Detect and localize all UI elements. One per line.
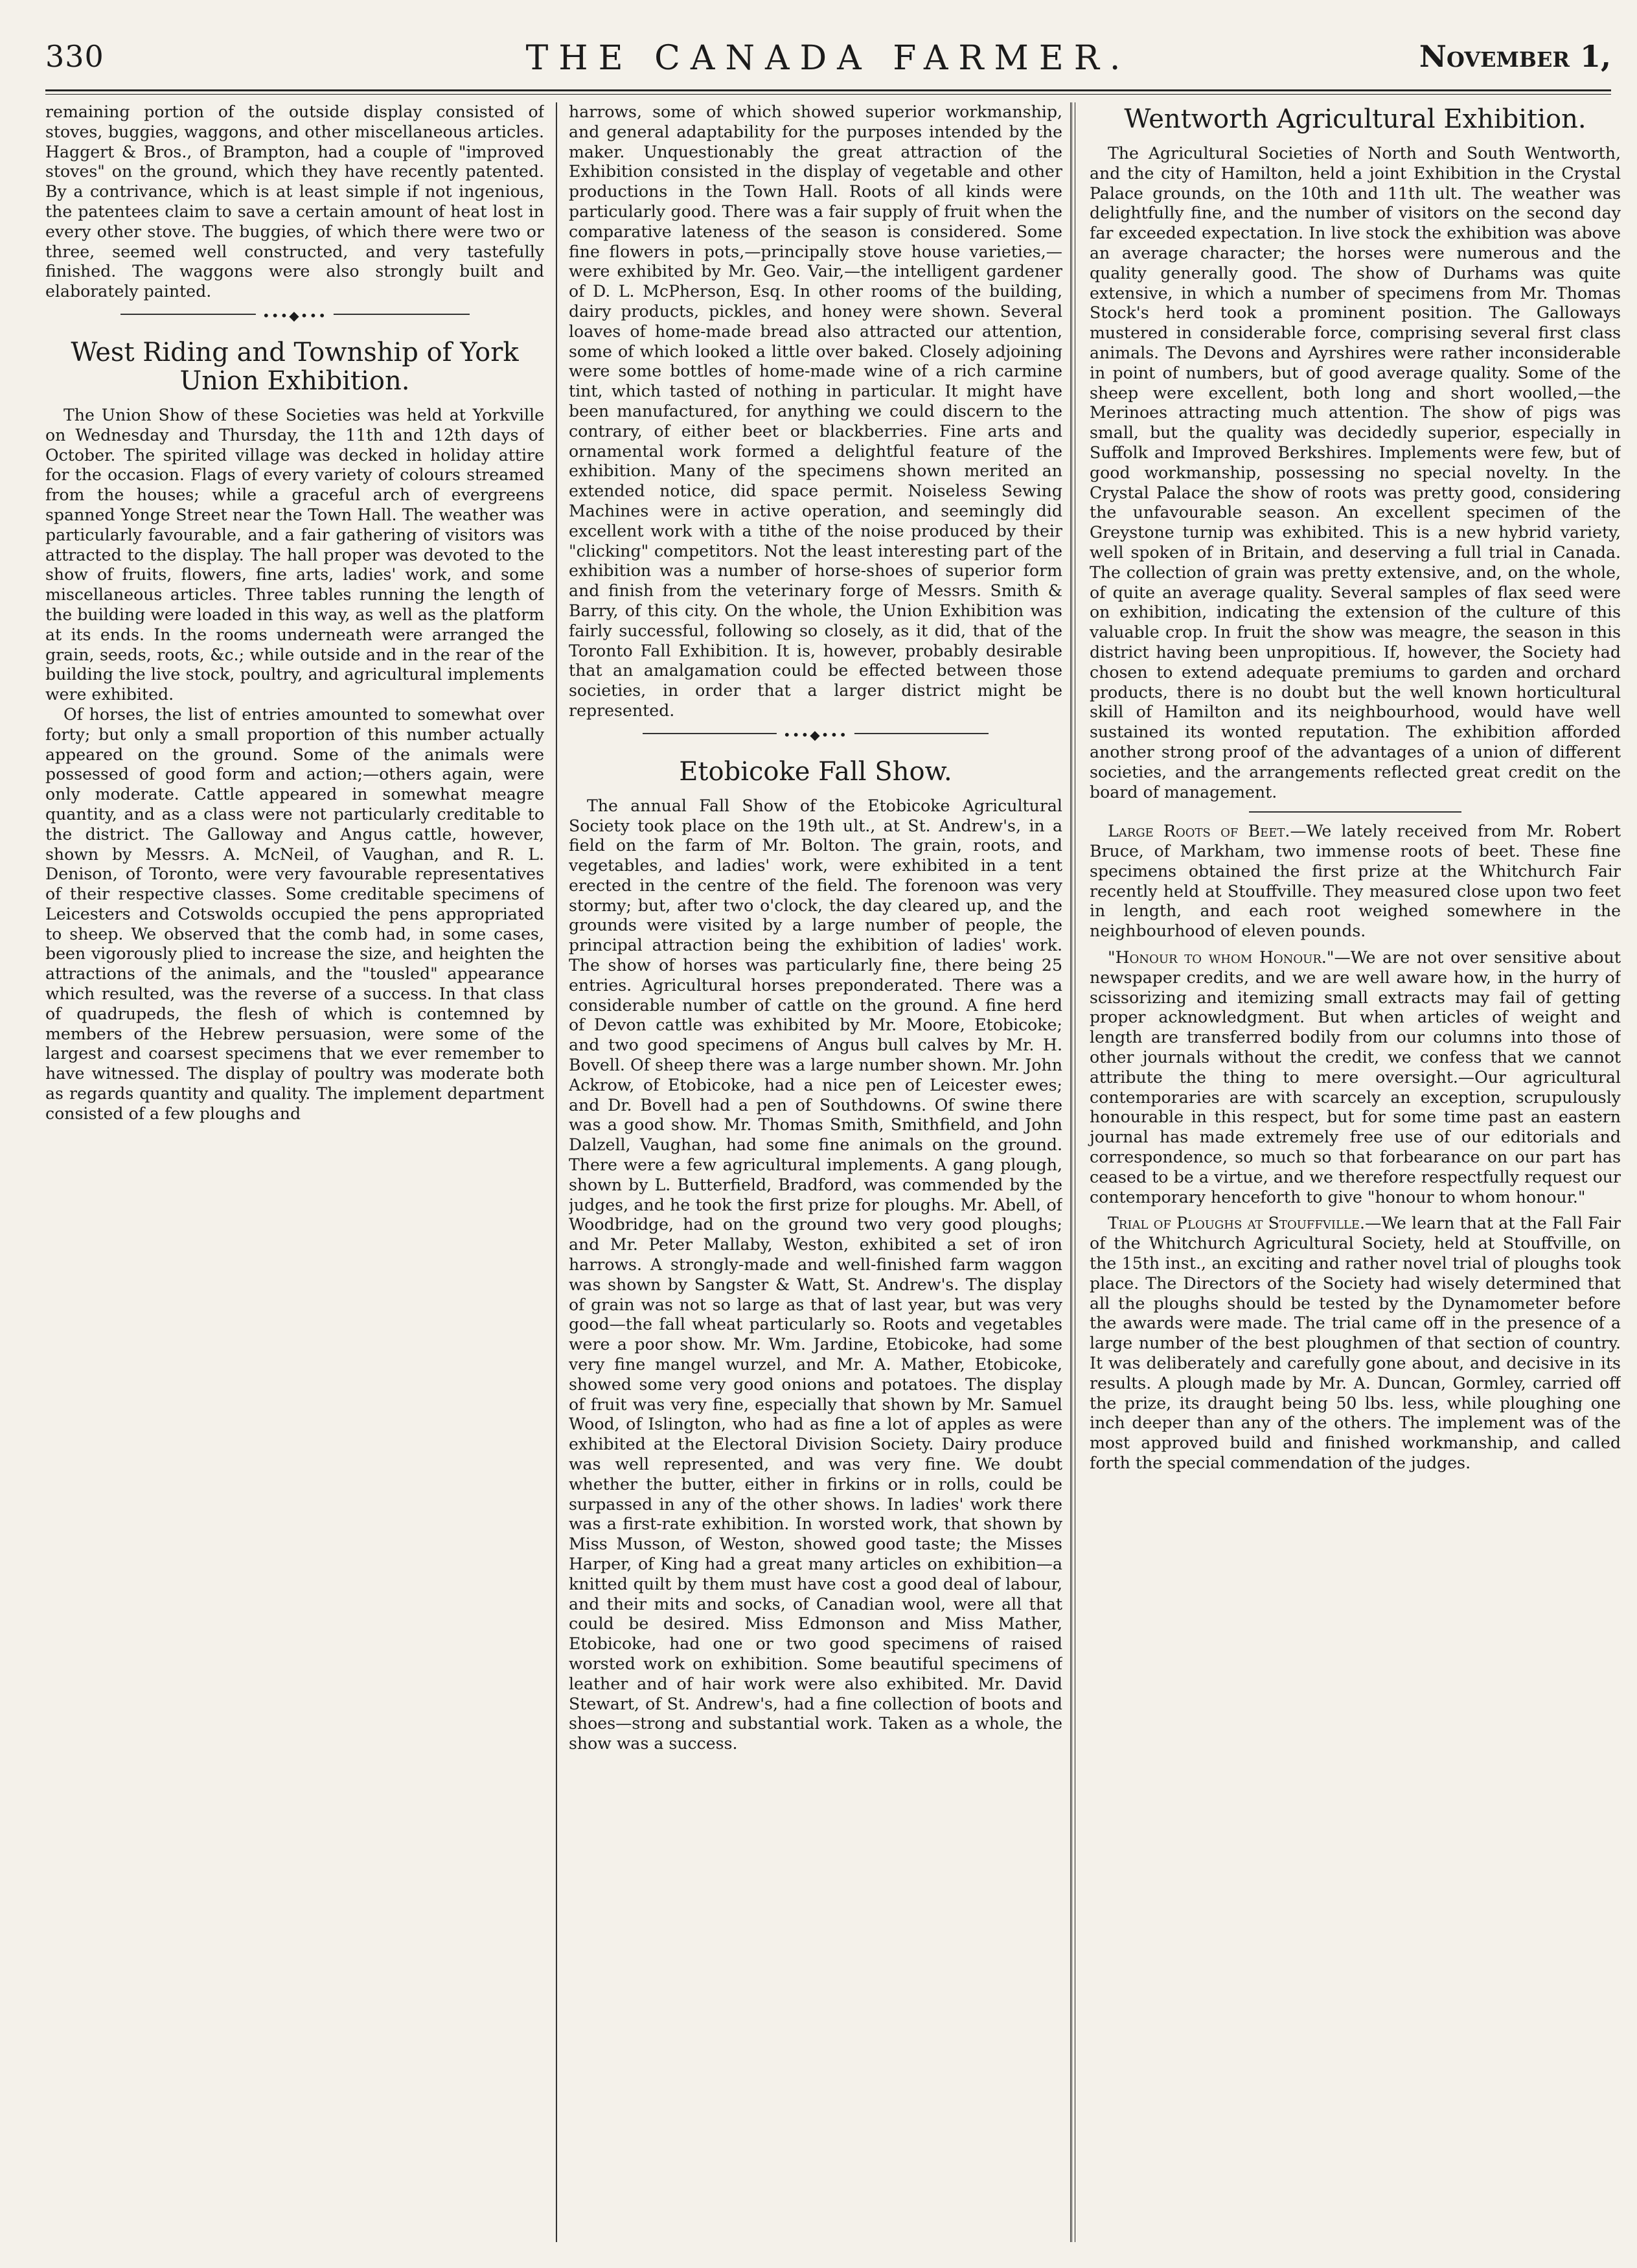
news-item [1090, 822, 1621, 942]
news-item-lead: Large Roots of Beet. [1108, 822, 1290, 841]
page-number: 330 [45, 39, 104, 74]
column-rule [556, 102, 557, 2242]
article-paragraph: The annual Fall Show of the Etobicoke Agricultural Society took place on the 19th ult., at St. Andrew's, in a field on the farm of Mr. Bolton. The grain, roots, and vegetables, and ladies' work, were exhibited in a tent erected in the centre of the field. The forenoon was very stormy; but, after two o'clock, the day cleared up, and the grounds were visited by a large number of people, the principal attraction being the exhibition of ladies' work. The show of horses was particularly fine, there being 25 entries. Agricultural horses preponderated. There was a considerable number of cattle on the ground. A fine herd of Devon cattle was exhibited by Mr. Moore, Etobicoke; and two good specimens of Angus bull calves by Mr. H. Bovell. Of sheep there was a large number shown. Mr. John Ackrow, of Etobicoke, had a nice pen of Leicester ewes; and Dr. Bovell had a pen of Southdowns. Of swine there was a good show. Mr. Thomas Smith, Smithfield, and John Dalzell, Vaughan, had some fine animals on the ground. There were a few agricultural implements. A gang plough, shown by L. Butterfield, Bradford, was commended by the judges, and he took the first prize for ploughs. Mr. Abell, of Woodbridge, had on the ground two very good ploughs; and Mr. Peter Mallaby, Weston, exhibited a set of iron harrows. A strongly-made and well-finished farm waggon was shown by Sangster & Watt, St. Andrew's. The display of grain was not so large as that of last year, but was very good—the fall wheat particularly so. Roots and vegetables were a poor show. Mr. Wm. Jardine, Etobicoke, had some very fine mangel wurzel, and Mr. A. Mather, Etobicoke, showed some very good onions and potatoes. The display of fruit was very fine, especially that shown by Mr. Samuel Wood, of Islington, who had as fine a lot of apples as were exhibited at the Electoral Division Society. Dairy produce was well represented, and was very fine. We doubt whether the butter, either in firkins or in rolls, could be surpassed in any of the other shows. In ladies' work there was a first-rate exhibition. In worsted work, that shown by Miss Musson, of Weston, showed good taste; the Misses Harper, of King had a great many articles on exhibition—a knitted quilt by them must have cost a good deal of labour, and their mits and socks, of Canadian wool, were all that could be desired. Miss Edmonson and Miss Mather, Etobicoke, had one or two good specimens of raised worsted work on exhibition. Some beautiful specimens of leather and of hair work were also exhibited. Mr. David Stewart, of St. Andrew's, had a fine collection of boots and shoes—strong and substantial work. Taken as a whole, the show was a success. [569, 796, 1062, 1753]
ornament-divider [643, 726, 988, 746]
news-item [1090, 1214, 1621, 1473]
column-3 [1075, 102, 1621, 2249]
article-paragraph: harrows, some of which showed superior workmanship, and general adaptability for the purposes intended by the maker. Unquestionably the great attraction of the Exhibition consisted in the display of vegetable and other productions in the Town Hall. Roots of all kinds were particularly good. There was a fair supply of fruit when the comparative lateness of the season is considered. Some fine flowers in pots,—principally stove house varieties,—were exhibited by Mr. Geo. Vair,—the intelligent gardener of D. L. McPherson, Esq. In other rooms of the building, dairy products, pickles, and honey were shown. Several loaves of home-made bread also attracted our attention, some of which looked a little over baked. Closely adjoining were some bottles of home-made wine of a rich carmine tint, which tasted of nothing in particular. It might have been manufactured, for anything we could discern to the contrary, of either beet or blackberries. Fine arts and ornamental work formed a delightful feature of the exhibition. Many of the specimens shown merited an extended notice, did space permit. Noiseless Sewing Machines were in active operation, and seemingly did excellent work with a tithe of the noise produced by their "clicking" competitors. Not the least interesting part of the exhibition was a number of horse-shoes of superior form and finish from the veterinary forge of Messrs. Smith & Barry, of this city. On the whole, the Union Exhibition was fairly successful, following so closely, as it did, that of the Toronto Fall Exhibition. It is, however, probably desirable that an amalgamation could be effected between those societies, in order that a larger district might be represented. [569, 102, 1062, 720]
news-item-lead: "Honour to whom Honour." [1108, 948, 1334, 967]
column-1 [45, 102, 544, 2249]
article-heading-wentworth: Wentworth Agricultural Exhibition. [1124, 104, 1586, 134]
article-paragraph: The Union Show of these Societies was held at Yorkville on Wednesday and Thursday, the 11th and 12th days of October. The spirited village was decked in holiday attire for the occasion. Flags of every variety of colours streamed from the houses; while a graceful arch of evergreens spanned Yonge Street near the Town Hall. The weather was particularly favourable, and a fair gathering of visitors was attracted to the display. The hall proper was devoted to the show of fruits, flowers, fine arts, ladies' work, and some miscellaneous articles. Three tables running the length of the building were loaded in this way, as well as the platform at its ends. In the rooms underneath were arranged the grain, seeds, roots, &c.; while outside and in the rear of the building the live stock, poultry, and agricultural implements were exhibited. [45, 405, 544, 704]
article-paragraph: remaining portion of the outside display consisted of stoves, buggies, waggons, and other miscellaneous articles. Haggert & Bros., of Brampton, had a couple of "improved stoves" on the ground, which they have recently patented. By a contrivance, which is at least simple if not ingenious, the patentees claim to save a certain amount of heat lost in every other stove. The buggies, of which there were two or three, seemed well constructed, and very tastefully finished. The waggons were also strongly built and elaborately painted. [45, 102, 544, 301]
news-item [1090, 948, 1621, 1207]
newspaper-title: THE CANADA FARMER. [525, 39, 1131, 78]
ornament-glyph: •••◆••• [256, 306, 334, 326]
ornament-divider [120, 307, 470, 327]
article-heading-etobicoke: Etobicoke Fall Show. [679, 756, 952, 787]
column-rule [1070, 102, 1075, 2242]
masthead-rule [45, 89, 1611, 95]
article-heading-york: West Riding and Township of York Union Exhibition. [71, 337, 519, 396]
issue-date: November 1, [1419, 39, 1611, 74]
article-paragraph: The Agricultural Societies of North and South Wentworth, and the city of Hamilton, held a joint Exhibition in the Crystal Palace grounds, on the 10th and 11th ult. The weather was delightfully fine, and the number of visitors on the second day far exceeded expectation. In live stock the exhibition was above an average character; the horses were numerous and the quality generally good. The show of Durhams was quite extensive, in which a number of specimens from Mr. Thomas Stock's herd took a prominent position. The Galloways mustered in considerable force, comprising several first class animals. The Devons and Ayrshires were rather inconsiderable in point of numbers, but of good average quality. Some of the sheep were excellent, both long and short woolled,—the Merinoes attracting much attention. The show of pigs was small, but the quality was decidedly superior, especially in Suffolk and Improved Berkshires. Implements were few, but of good workmanship, possessing no special novelty. In the Crystal Palace the show of roots was pretty good, considering the unfavourable season. An excellent specimen of the Greystone turnip was exhibited. This is a new hybrid variety, well spoken of in Britain, and deserving a full trial in Canada. The collection of grain was pretty extensive, and, on the whole, of quite an average quality. Several samples of flax seed were on exhibition, indicating the extension of the culture of this valuable crop. In fruit the show was meagre, the season in this district having been unpropitious. If, however, the Society had chosen to extend adequate premiums to garden and orchard products, there is no doubt but the well known horticultural skill of Hamilton and its neighbourhood, would have well sustained its wonted reputation. The exhibition afforded another strong proof of the advantages of a union of different societies, and the arrangements reflected great credit on the board of management. [1090, 144, 1621, 802]
section-rule [1249, 811, 1461, 813]
article-paragraph: Of horses, the list of entries amounted to somewhat over forty; but only a small proportion of this number actually appeared on the ground. Some of the animals were possessed of good form and action;—others again, were only moderate. Cattle appeared in somewhat meagre quantity, and as a class were not particularly creditable to the district. The Galloway and Angus cattle, however, shown by Messrs. A. McNeil, of Vaughan, and R. L. Denison, of Toronto, were very favourable representatives of their respective classes. Some creditable specimens of Leicesters and Cotswolds occupied the pens appropriated to sheep. We observed that the comb had, in some cases, been vigorously plied to increase the size, and heighten the attractions of the animals, and the "tousled" appearance which resulted, was the reverse of a success. In that class of quadrupeds, the flesh of which is contemned by members of the Hebrew persuasion, were some of the largest and coarsest specimens that we ever remember to have witnessed. The display of poultry was moderate both as regards quantity and quality. The implement department consisted of a few ploughs and [45, 704, 544, 1123]
ornament-glyph: •••◆••• [777, 725, 854, 745]
news-item-text: —We learn that at the Fall Fair of the Whitchurch Agricultural Society, held at Stouffville, on the 15th inst., an exciting and rather novel trial of ploughs took place. The Directors of the Society had wisely determined that all the ploughs should be tested by the Dynamometer before the awards were made. The trial came off in the presence of a large number of the best ploughmen of that section of country. It was deliberately and carefully gone about, and decisive in its results. A plough made by Mr. A. Duncan, Gormley, carried off the prize, its draught being 50 lbs. less, while ploughing one inch deeper than any of the others. The implement was of the most approved build and finished workmanship, and called forth the special commendation of the judges. [1090, 1214, 1621, 1472]
news-item-lead: Trial of Ploughs at Stouffville. [1108, 1214, 1366, 1233]
column-2 [569, 102, 1062, 2249]
masthead [45, 39, 1611, 84]
news-item-text: —We lately received from Mr. Robert Bruce, of Markham, two immense roots of beet. These fine specimens obtained the first prize at the Whitchurch Fair recently held at Stouffville. They measured close upon two feet in length, and each root weighed somewhere in the neighbourhood of eleven pounds. [1090, 822, 1621, 941]
news-item-text: —We are not over sensitive about newspaper credits, and we are well aware how, in the hurry of scissorizing and itemizing small extracts may fail of getting proper acknowledgment. But when articles of weight and length are transferred bodily from our columns into those of other journals without the credit, we confess that we cannot attribute the thing to mere oversight.—Our agricultural contemporaries are with scarcely an exception, scrupulously honourable in this respect, but for some time past an eastern journal has made extremely free use of our editorials and correspondence, so much so that forbearance on our part has ceased to be a virtue, and we therefore respectfully request our contemporary henceforth to give "honour to whom honour." [1090, 948, 1621, 1207]
